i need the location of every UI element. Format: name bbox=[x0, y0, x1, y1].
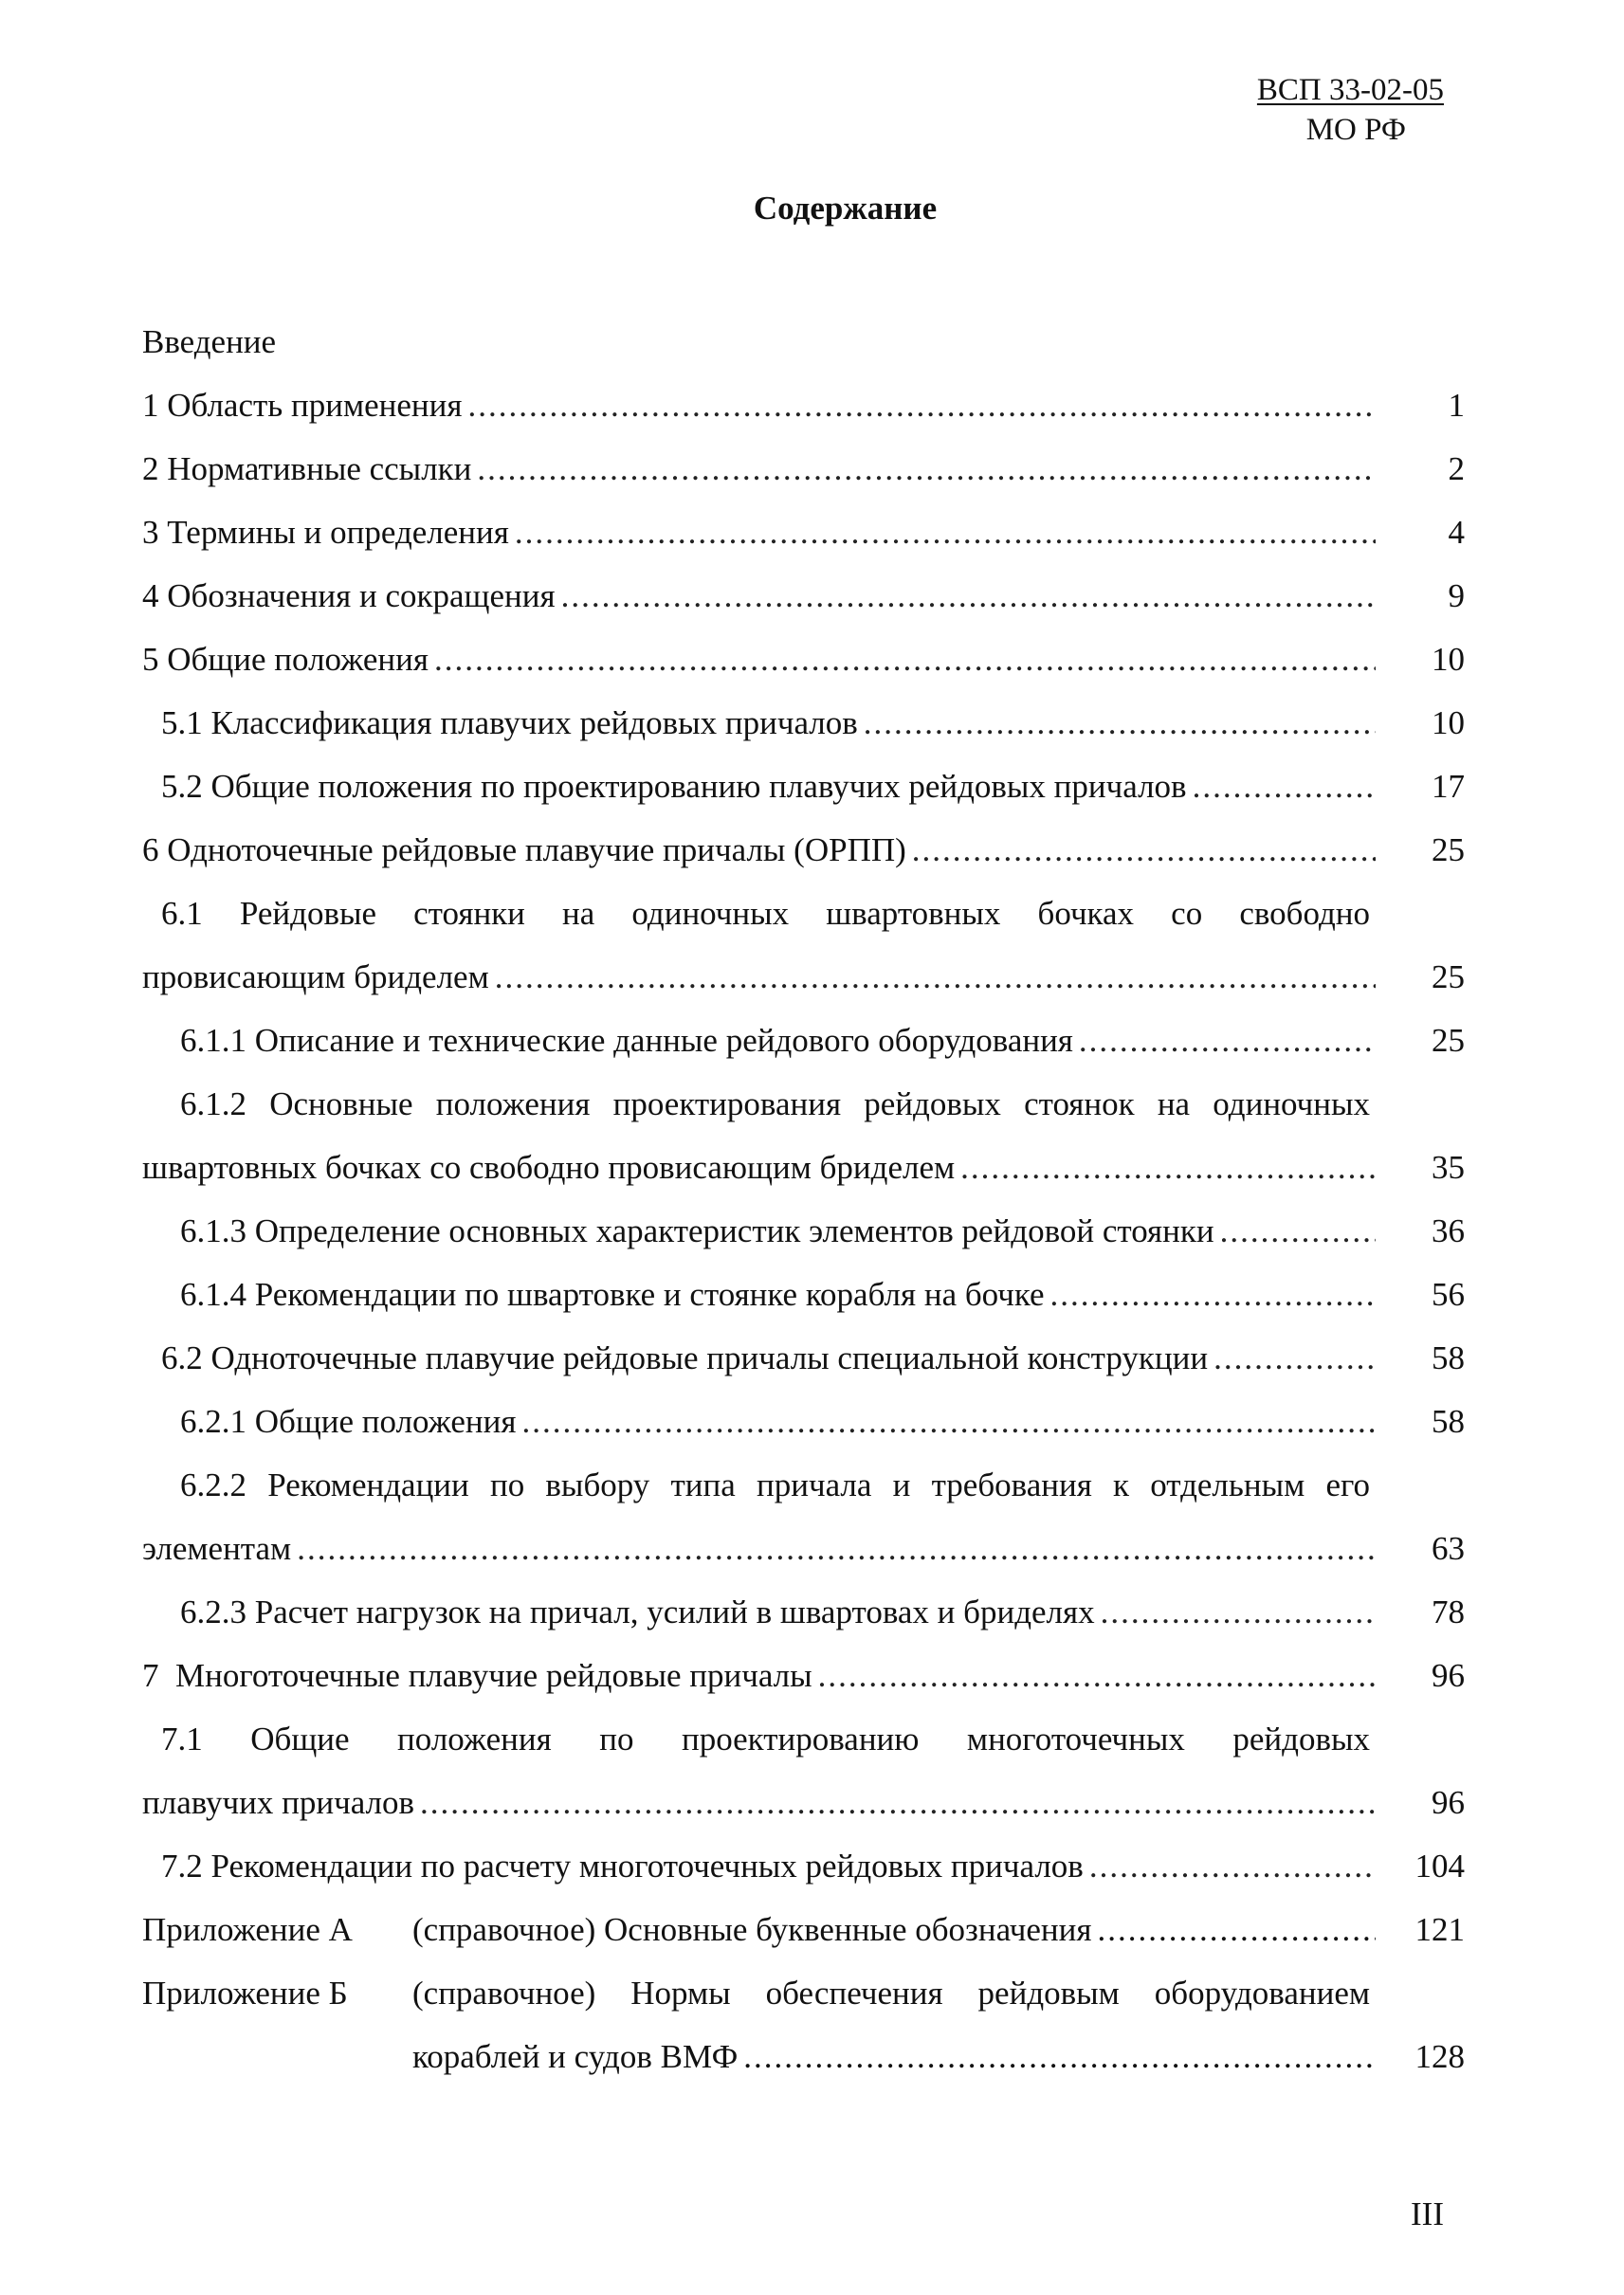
leader-dots bbox=[1213, 1326, 1376, 1390]
page-title: Содержание bbox=[753, 190, 938, 227]
leader-dots bbox=[420, 1771, 1376, 1834]
toc-entry-title-cont: провисающим бриделем bbox=[142, 958, 489, 995]
leader-dots bbox=[434, 628, 1376, 691]
toc-entry-5[interactable] bbox=[142, 628, 1465, 691]
toc-entry-page: 96 bbox=[1432, 1784, 1465, 1821]
toc-entry-page: 17 bbox=[1432, 768, 1465, 805]
toc-entry-page: 25 bbox=[1432, 1022, 1465, 1059]
toc-entry-6-1-2-line2[interactable] bbox=[142, 1136, 1465, 1199]
toc-entry-title: 7.2 Рекомендации по расчету многоточечных рейдовых причалов bbox=[161, 1848, 1084, 1885]
toc-entry-title: 4 Обозначения и сокращения bbox=[142, 577, 556, 614]
toc-entry-title-cont: плавучих причалов bbox=[142, 1784, 415, 1821]
toc-entry-title: 6.2 Одноточечные плавучие рейдовые причалы специальной конструкции bbox=[161, 1339, 1209, 1376]
leader-dots bbox=[1050, 1263, 1376, 1326]
toc-entry-6-1-line2[interactable] bbox=[142, 945, 1465, 1009]
leader-dots bbox=[960, 1136, 1376, 1199]
toc-entry-4[interactable] bbox=[142, 564, 1465, 628]
toc-entry-page: 96 bbox=[1432, 1657, 1465, 1694]
leader-dots bbox=[818, 1644, 1376, 1707]
toc-entry-title-cont: швартовных бочках со свободно провисающим бриделем bbox=[142, 1149, 956, 1186]
toc-entry-title: 6.2.1 Общие положения bbox=[180, 1403, 517, 1440]
toc-entry-6-1-4[interactable] bbox=[142, 1263, 1465, 1326]
toc-entry-7-1-line2[interactable] bbox=[142, 1771, 1465, 1834]
leader-dots bbox=[297, 1517, 1376, 1580]
toc-entry-page: 63 bbox=[1432, 1530, 1465, 1567]
appendix-label: Приложение Б bbox=[142, 1975, 348, 2012]
appendix-title-cont: кораблей и судов ВМФ bbox=[412, 2038, 739, 2075]
toc-entry-title: 7 Многоточечные плавучие рейдовые причалы bbox=[142, 1657, 812, 1694]
toc-entry-title: 6.1.1 Описание и технические данные рейдового оборудования bbox=[180, 1022, 1073, 1059]
toc-entry-6-1-2-line1[interactable] bbox=[142, 1072, 1465, 1136]
toc-entry-page: 58 bbox=[1432, 1403, 1465, 1440]
table-of-contents bbox=[142, 310, 1465, 2088]
toc-entry-page: 128 bbox=[1414, 2038, 1465, 2075]
toc-entry-6-1-1[interactable] bbox=[142, 1009, 1465, 1072]
leader-dots bbox=[515, 501, 1376, 564]
toc-entry-page: 10 bbox=[1432, 704, 1465, 741]
document-code: ВСП 33-02-05 bbox=[1256, 73, 1444, 107]
toc-entry-page: 10 bbox=[1432, 641, 1465, 678]
toc-entry-6[interactable] bbox=[142, 818, 1465, 882]
leader-dots bbox=[467, 373, 1376, 437]
toc-entry-title: 6.1 Рейдовые стоянки на одиночных швартовных бочках со свободно bbox=[161, 895, 1370, 932]
toc-entry-page: 4 bbox=[1448, 514, 1465, 551]
toc-entry-title: 3 Термины и определения bbox=[142, 514, 509, 551]
toc-entry-intro[interactable] bbox=[142, 310, 1465, 373]
toc-entry-title: 5 Общие положения bbox=[142, 641, 429, 678]
toc-entry-7[interactable] bbox=[142, 1644, 1465, 1707]
toc-entry-5-2[interactable] bbox=[142, 755, 1465, 818]
appendix-label: Приложение А bbox=[142, 1911, 353, 1948]
toc-entry-page: 25 bbox=[1432, 958, 1465, 995]
toc-entry-title: 7.1 Общие положения по проектированию многоточечных рейдовых bbox=[161, 1721, 1370, 1758]
leader-dots bbox=[1097, 1898, 1376, 1961]
toc-entry-page: 9 bbox=[1448, 577, 1465, 614]
document-org: МО РФ bbox=[1305, 113, 1406, 147]
toc-entry-title-cont: элементам bbox=[142, 1530, 292, 1567]
toc-entry-5-1[interactable] bbox=[142, 691, 1465, 755]
toc-entry-page: 58 bbox=[1432, 1339, 1465, 1376]
toc-entry-title: 6.1.4 Рекомендации по швартовке и стоянке корабля на бочке bbox=[180, 1276, 1045, 1313]
leader-dots bbox=[1089, 1834, 1376, 1898]
toc-entry-6-2-3[interactable] bbox=[142, 1580, 1465, 1644]
toc-entry-page: 78 bbox=[1432, 1594, 1465, 1630]
toc-entry-title: 6.1.3 Определение основных характеристик элементов рейдовой стоянки bbox=[180, 1212, 1214, 1249]
toc-appendix-a[interactable] bbox=[142, 1898, 1465, 1961]
toc-entry-title: 2 Нормативные ссылки bbox=[142, 450, 472, 487]
toc-entry-page: 121 bbox=[1414, 1911, 1465, 1948]
toc-entry-6-1-3[interactable] bbox=[142, 1199, 1465, 1263]
toc-appendix-b-line1[interactable] bbox=[142, 1961, 1465, 2025]
page-number: III bbox=[1411, 2195, 1444, 2232]
toc-entry-6-1-line1[interactable] bbox=[142, 882, 1465, 945]
toc-entry-6-2-2-line2[interactable] bbox=[142, 1517, 1465, 1580]
toc-entry-title: Введение bbox=[142, 323, 277, 360]
leader-dots bbox=[495, 945, 1376, 1009]
toc-entry-title: 6.2.2 Рекомендации по выбору типа причала и требования к отдельным его bbox=[180, 1466, 1370, 1503]
toc-entry-1[interactable] bbox=[142, 373, 1465, 437]
toc-entry-title: 5.2 Общие положения по проектированию плавучих рейдовых причалов bbox=[161, 768, 1187, 805]
document-code-header bbox=[1257, 70, 1444, 150]
toc-entry-6-2[interactable] bbox=[142, 1326, 1465, 1390]
leader-dots bbox=[1079, 1009, 1376, 1072]
leader-dots bbox=[477, 437, 1376, 501]
toc-entry-page: 104 bbox=[1414, 1848, 1465, 1885]
appendix-title: (справочное) Основные буквенные обозначения bbox=[412, 1911, 1092, 1948]
leader-dots bbox=[864, 691, 1376, 755]
leader-dots bbox=[521, 1390, 1376, 1453]
toc-entry-page: 25 bbox=[1432, 831, 1465, 868]
toc-appendix-b-line2[interactable] bbox=[142, 2025, 1465, 2088]
appendix-title: (справочное) Нормы обеспечения рейдовым оборудованием bbox=[412, 1975, 1370, 2012]
leader-dots bbox=[912, 818, 1376, 882]
toc-entry-6-2-1[interactable] bbox=[142, 1390, 1465, 1453]
leader-dots bbox=[1193, 755, 1376, 818]
toc-entry-page: 56 bbox=[1432, 1276, 1465, 1313]
toc-entry-page: 1 bbox=[1448, 387, 1465, 424]
toc-entry-title: 6 Одноточечные рейдовые плавучие причалы (ОРПП) bbox=[142, 831, 906, 868]
toc-entry-3[interactable] bbox=[142, 501, 1465, 564]
toc-entry-title: 6.1.2 Основные положения проектирования рейдовых стоянок на одиночных bbox=[180, 1085, 1370, 1122]
toc-entry-6-2-2-line1[interactable] bbox=[142, 1453, 1465, 1517]
leader-dots bbox=[561, 564, 1376, 628]
toc-entry-title: 6.2.3 Расчет нагрузок на причал, усилий в швартовах и бриделях bbox=[180, 1594, 1095, 1630]
toc-entry-page: 2 bbox=[1448, 450, 1465, 487]
toc-entry-page: 35 bbox=[1432, 1149, 1465, 1186]
toc-entry-page: 36 bbox=[1432, 1212, 1465, 1249]
toc-entry-7-2[interactable] bbox=[142, 1834, 1465, 1898]
leader-dots bbox=[743, 2025, 1376, 2088]
toc-entry-title: 5.1 Классификация плавучих рейдовых причалов bbox=[161, 704, 858, 741]
toc-entry-title: 1 Область применения bbox=[142, 387, 463, 424]
toc-entry-7-1-line1[interactable] bbox=[142, 1707, 1465, 1771]
leader-dots bbox=[1220, 1199, 1376, 1263]
leader-dots bbox=[1101, 1580, 1376, 1644]
toc-entry-2[interactable] bbox=[142, 437, 1465, 501]
